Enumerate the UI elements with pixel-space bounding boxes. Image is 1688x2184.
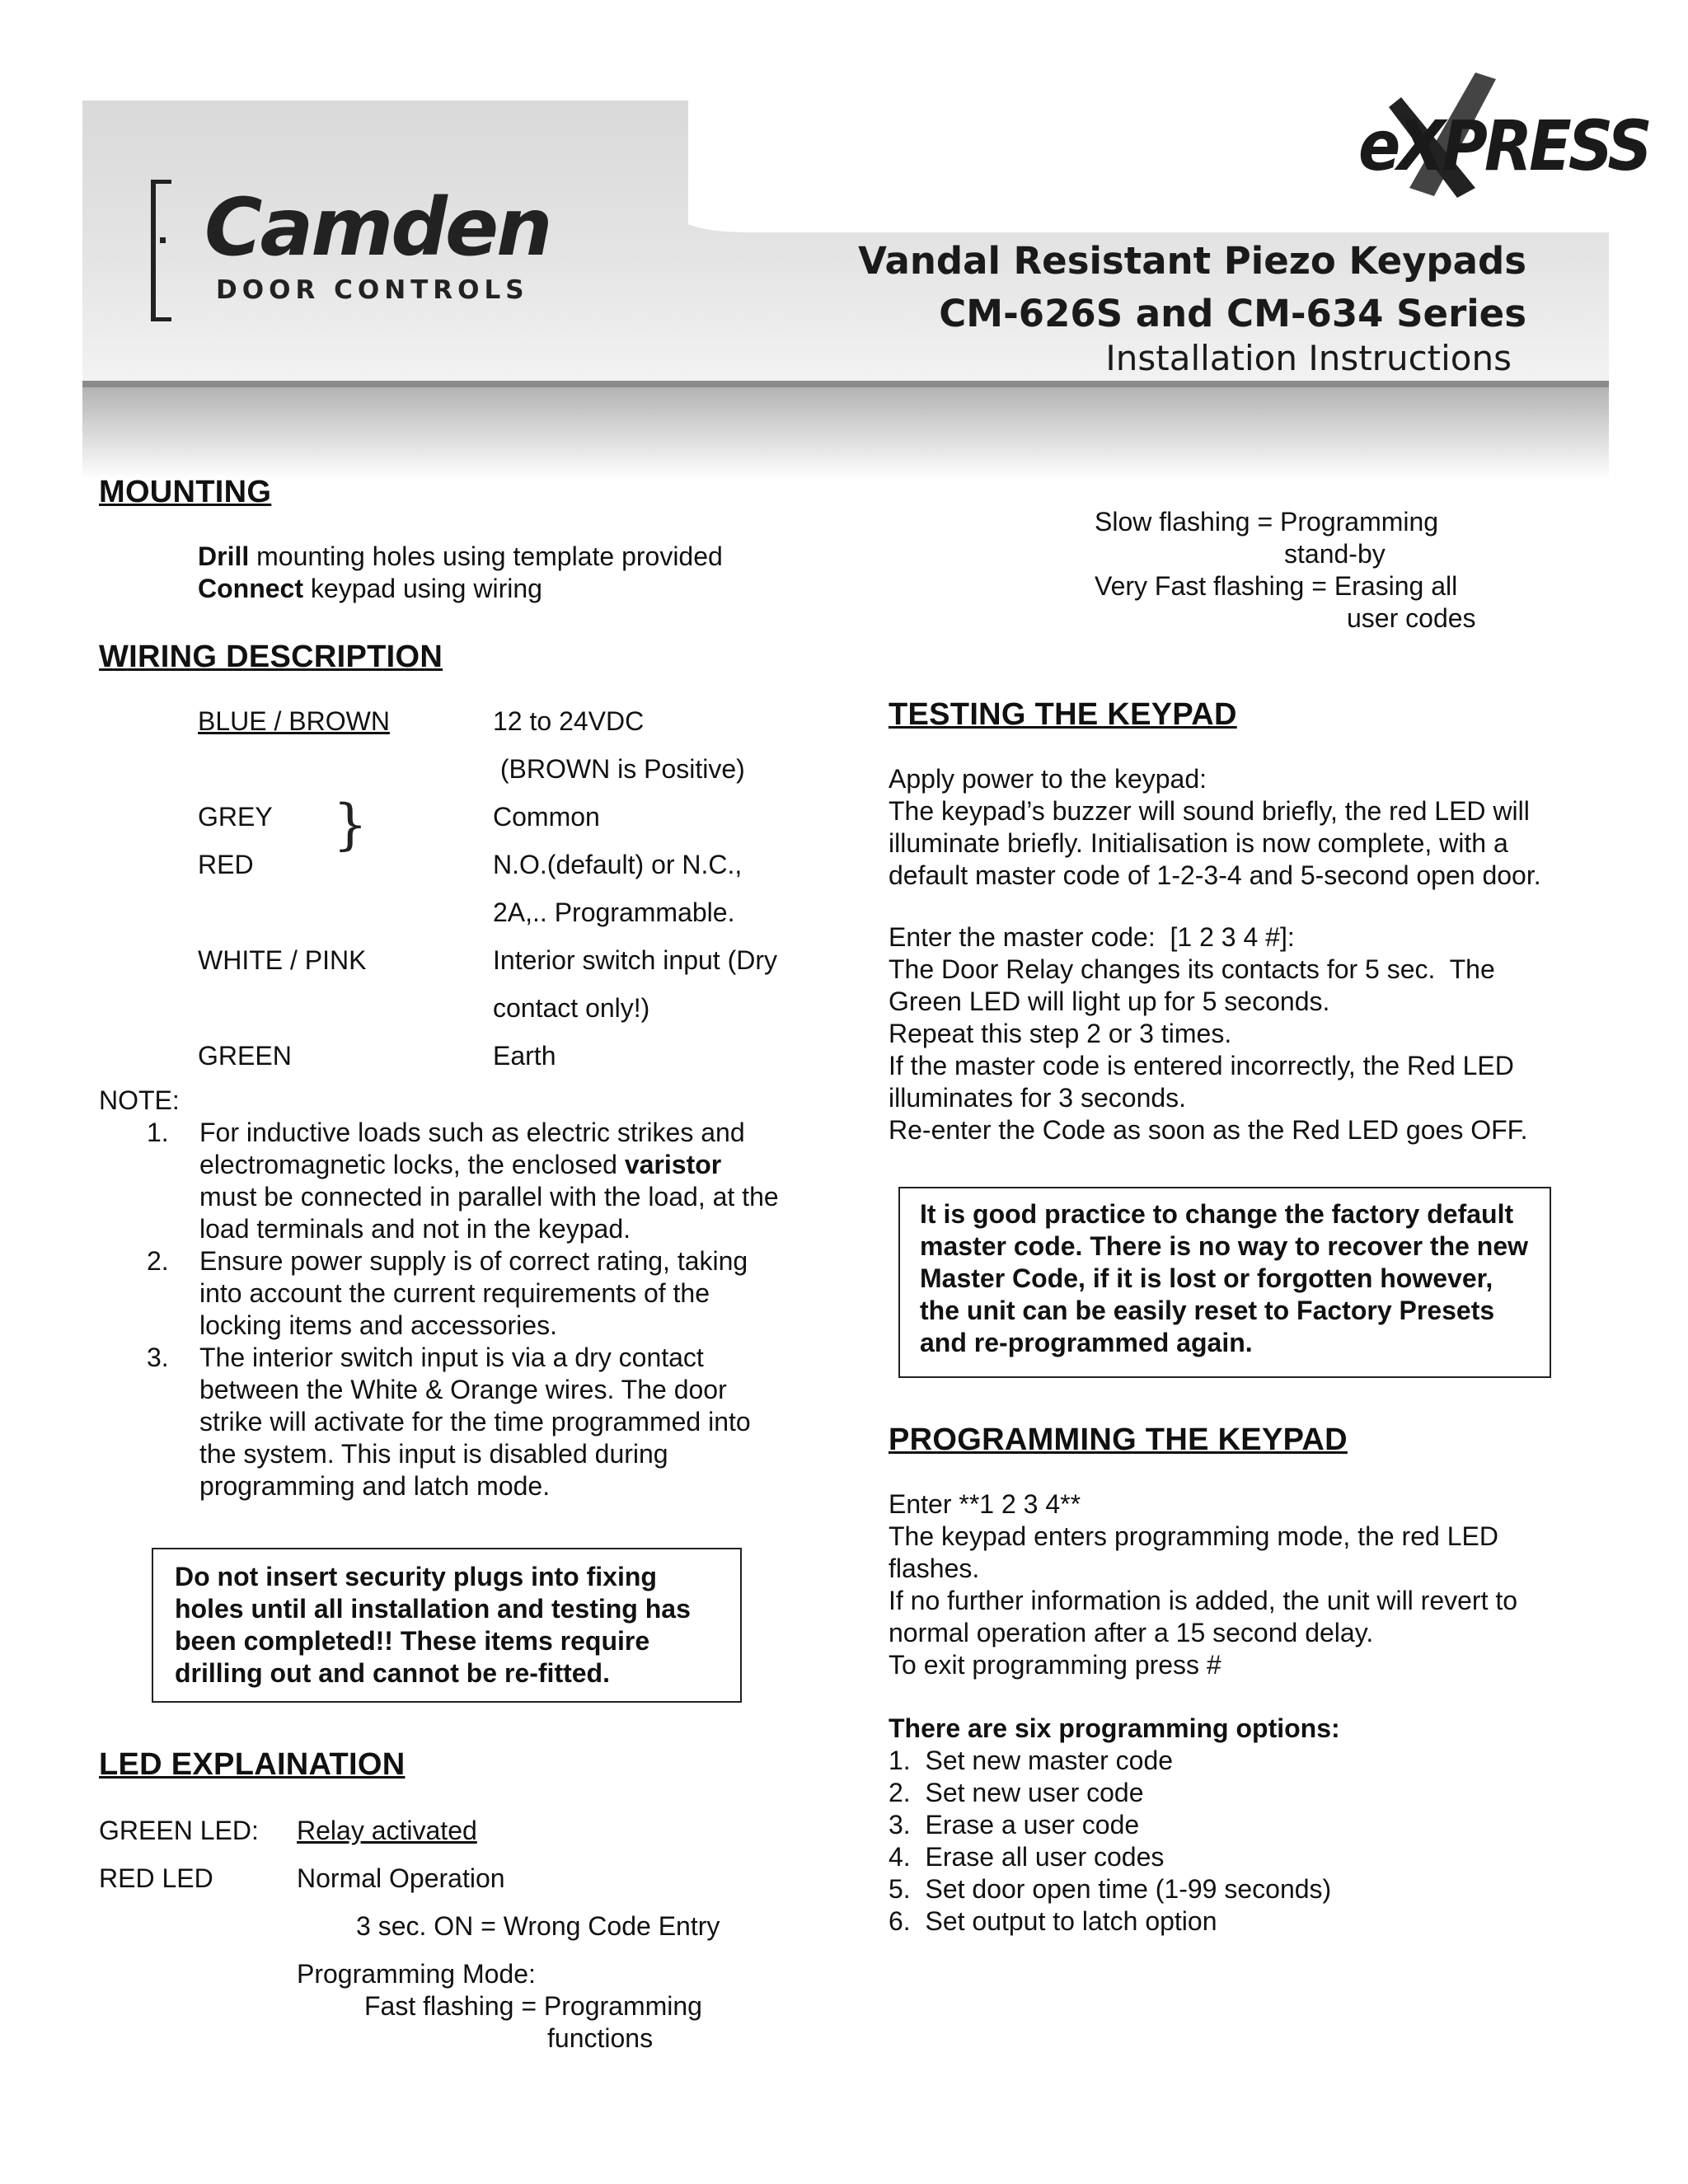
wire-name: WHITE / PINK [198, 945, 367, 975]
green-led-label: GREEN LED: [99, 1816, 259, 1845]
wire-name: RED [198, 850, 254, 879]
red-led-value: Normal Operation [297, 1863, 505, 1893]
testing-paragraph-1: Apply power to the keypad: The keypad’s buzzer will sound briefly, the red LED will illuminate briefly. Initialisation is now complete, with a default master code of 1-2-3-4 and 5-second open door. [889, 764, 1541, 890]
wire-desc: N.O.(default) or N.C., [493, 850, 743, 879]
warning-box: Do not insert security plugs into fixing holes until all installation and testing has been completed!! These items require drilling out and cannot be re-fitted. [152, 1548, 742, 1703]
wire-desc: 12 to 24VDC [493, 706, 645, 736]
slow-flash-text: Slow flashing = Programming [1095, 507, 1439, 537]
wire-desc: Interior switch input (Dry [493, 945, 777, 975]
brand-subtitle: DOOR CONTROLS [216, 275, 529, 305]
options-heading: There are six programming options: [889, 1713, 1340, 1743]
red-led-label: RED LED [99, 1863, 213, 1893]
notes-list [99, 1117, 783, 1502]
wire-desc: Earth [493, 1041, 556, 1071]
mounting-step-connect: Connect keypad using wiring [198, 574, 542, 603]
wire-desc: 2A,.. Programmable. [493, 898, 735, 927]
wire-name: GREY [198, 802, 273, 832]
doc-title-line-2: CM-626S and CM-634 Series [939, 292, 1526, 335]
wire-brace: } [333, 793, 368, 856]
list-item: 5. Set door open time (1-99 seconds) [889, 1874, 1332, 1904]
led-heading: LED EXPLAINATION [99, 1747, 406, 1782]
brand-name: Camden [204, 181, 551, 274]
practice-box: It is good practice to change the factory default master code. There is no way to recover the new Master Code, if it is lost or forgotten however, the unit can be easily reset to Factory Presets and re-programmed again. [898, 1187, 1551, 1378]
doc-subtitle: Installation Instructions [1105, 338, 1512, 378]
mounting-heading: MOUNTING [99, 475, 272, 509]
slow-flash-cont: stand-by [1284, 539, 1386, 569]
green-led-value: Relay activated [297, 1816, 477, 1845]
testing-paragraph-2: Enter the master code: [1 2 3 4 #]: The Door Relay changes its contacts for 5 sec. The Green LED will light up for 5 seconds. Repeat this step 2 or 3 times. If the master code is entered incorrectly, the Red LED illuminates for 3 seconds. Re-enter the Code as soon as the Red LED goes OFF. [889, 922, 1528, 1145]
note-label: NOTE: [99, 1085, 180, 1115]
programming-heading: PROGRAMMING THE KEYPAD [889, 1422, 1348, 1457]
express-logo: eXPRESS [1358, 105, 1649, 186]
fast-flash-text: Fast flashing = Programming [364, 1991, 702, 2021]
list-item: 4. Erase all user codes [889, 1842, 1165, 1872]
list-item: 3. Erase a user code [889, 1810, 1140, 1840]
list-item: 3. The interior switch input is via a dry contact between the White & Orange wires. The door strike will activate for the time programmed into the system. This input is disabled during programming and latch mode. [147, 1343, 751, 1501]
very-fast-flash-text: Very Fast flashing = Erasing all [1095, 571, 1458, 601]
wire-name: BLUE / BROWN [198, 706, 390, 736]
logo-bracket-icon [147, 180, 180, 321]
list-item: 1. Set new master code [889, 1746, 1174, 1775]
wrong-code-text: 3 sec. ON = Wrong Code Entry [356, 1911, 720, 1941]
list-item: 2. Ensure power supply is of correct rating, taking into account the current requirements of the locking items and accessories. [147, 1246, 748, 1340]
wire-desc: (BROWN is Positive) [493, 754, 745, 784]
list-item: 2. Set new user code [889, 1778, 1144, 1807]
mounting-step-drill: Drill mounting holes using template provided [198, 541, 723, 571]
wire-name: GREEN [198, 1041, 292, 1071]
list-item: 1. For inductive loads such as electric strikes and electromagnetic locks, the enclosed varistor must be connected in parallel with the load, at the load terminals and not in the keypad. [147, 1118, 779, 1244]
list-item: 6. Set output to latch option [889, 1906, 1217, 1936]
wire-desc: contact only!) [493, 993, 650, 1023]
doc-title-line-1: Vandal Resistant Piezo Keypads [858, 239, 1526, 283]
very-fast-flash-cont: user codes [1347, 603, 1476, 633]
programming-mode-label: Programming Mode: [297, 1959, 536, 1989]
programming-paragraph: Enter **1 2 3 4** The keypad enters programming mode, the red LED flashes. If no further information is added, the unit will revert to normal operation after a 15 second delay. To exit programming press # [889, 1489, 1518, 1680]
options-list [889, 1745, 1647, 1938]
wiring-heading: WIRING DESCRIPTION [99, 640, 443, 674]
testing-heading: TESTING THE KEYPAD [889, 697, 1237, 732]
wire-desc: Common [493, 802, 600, 832]
fast-flash-cont: functions [547, 2023, 654, 2053]
